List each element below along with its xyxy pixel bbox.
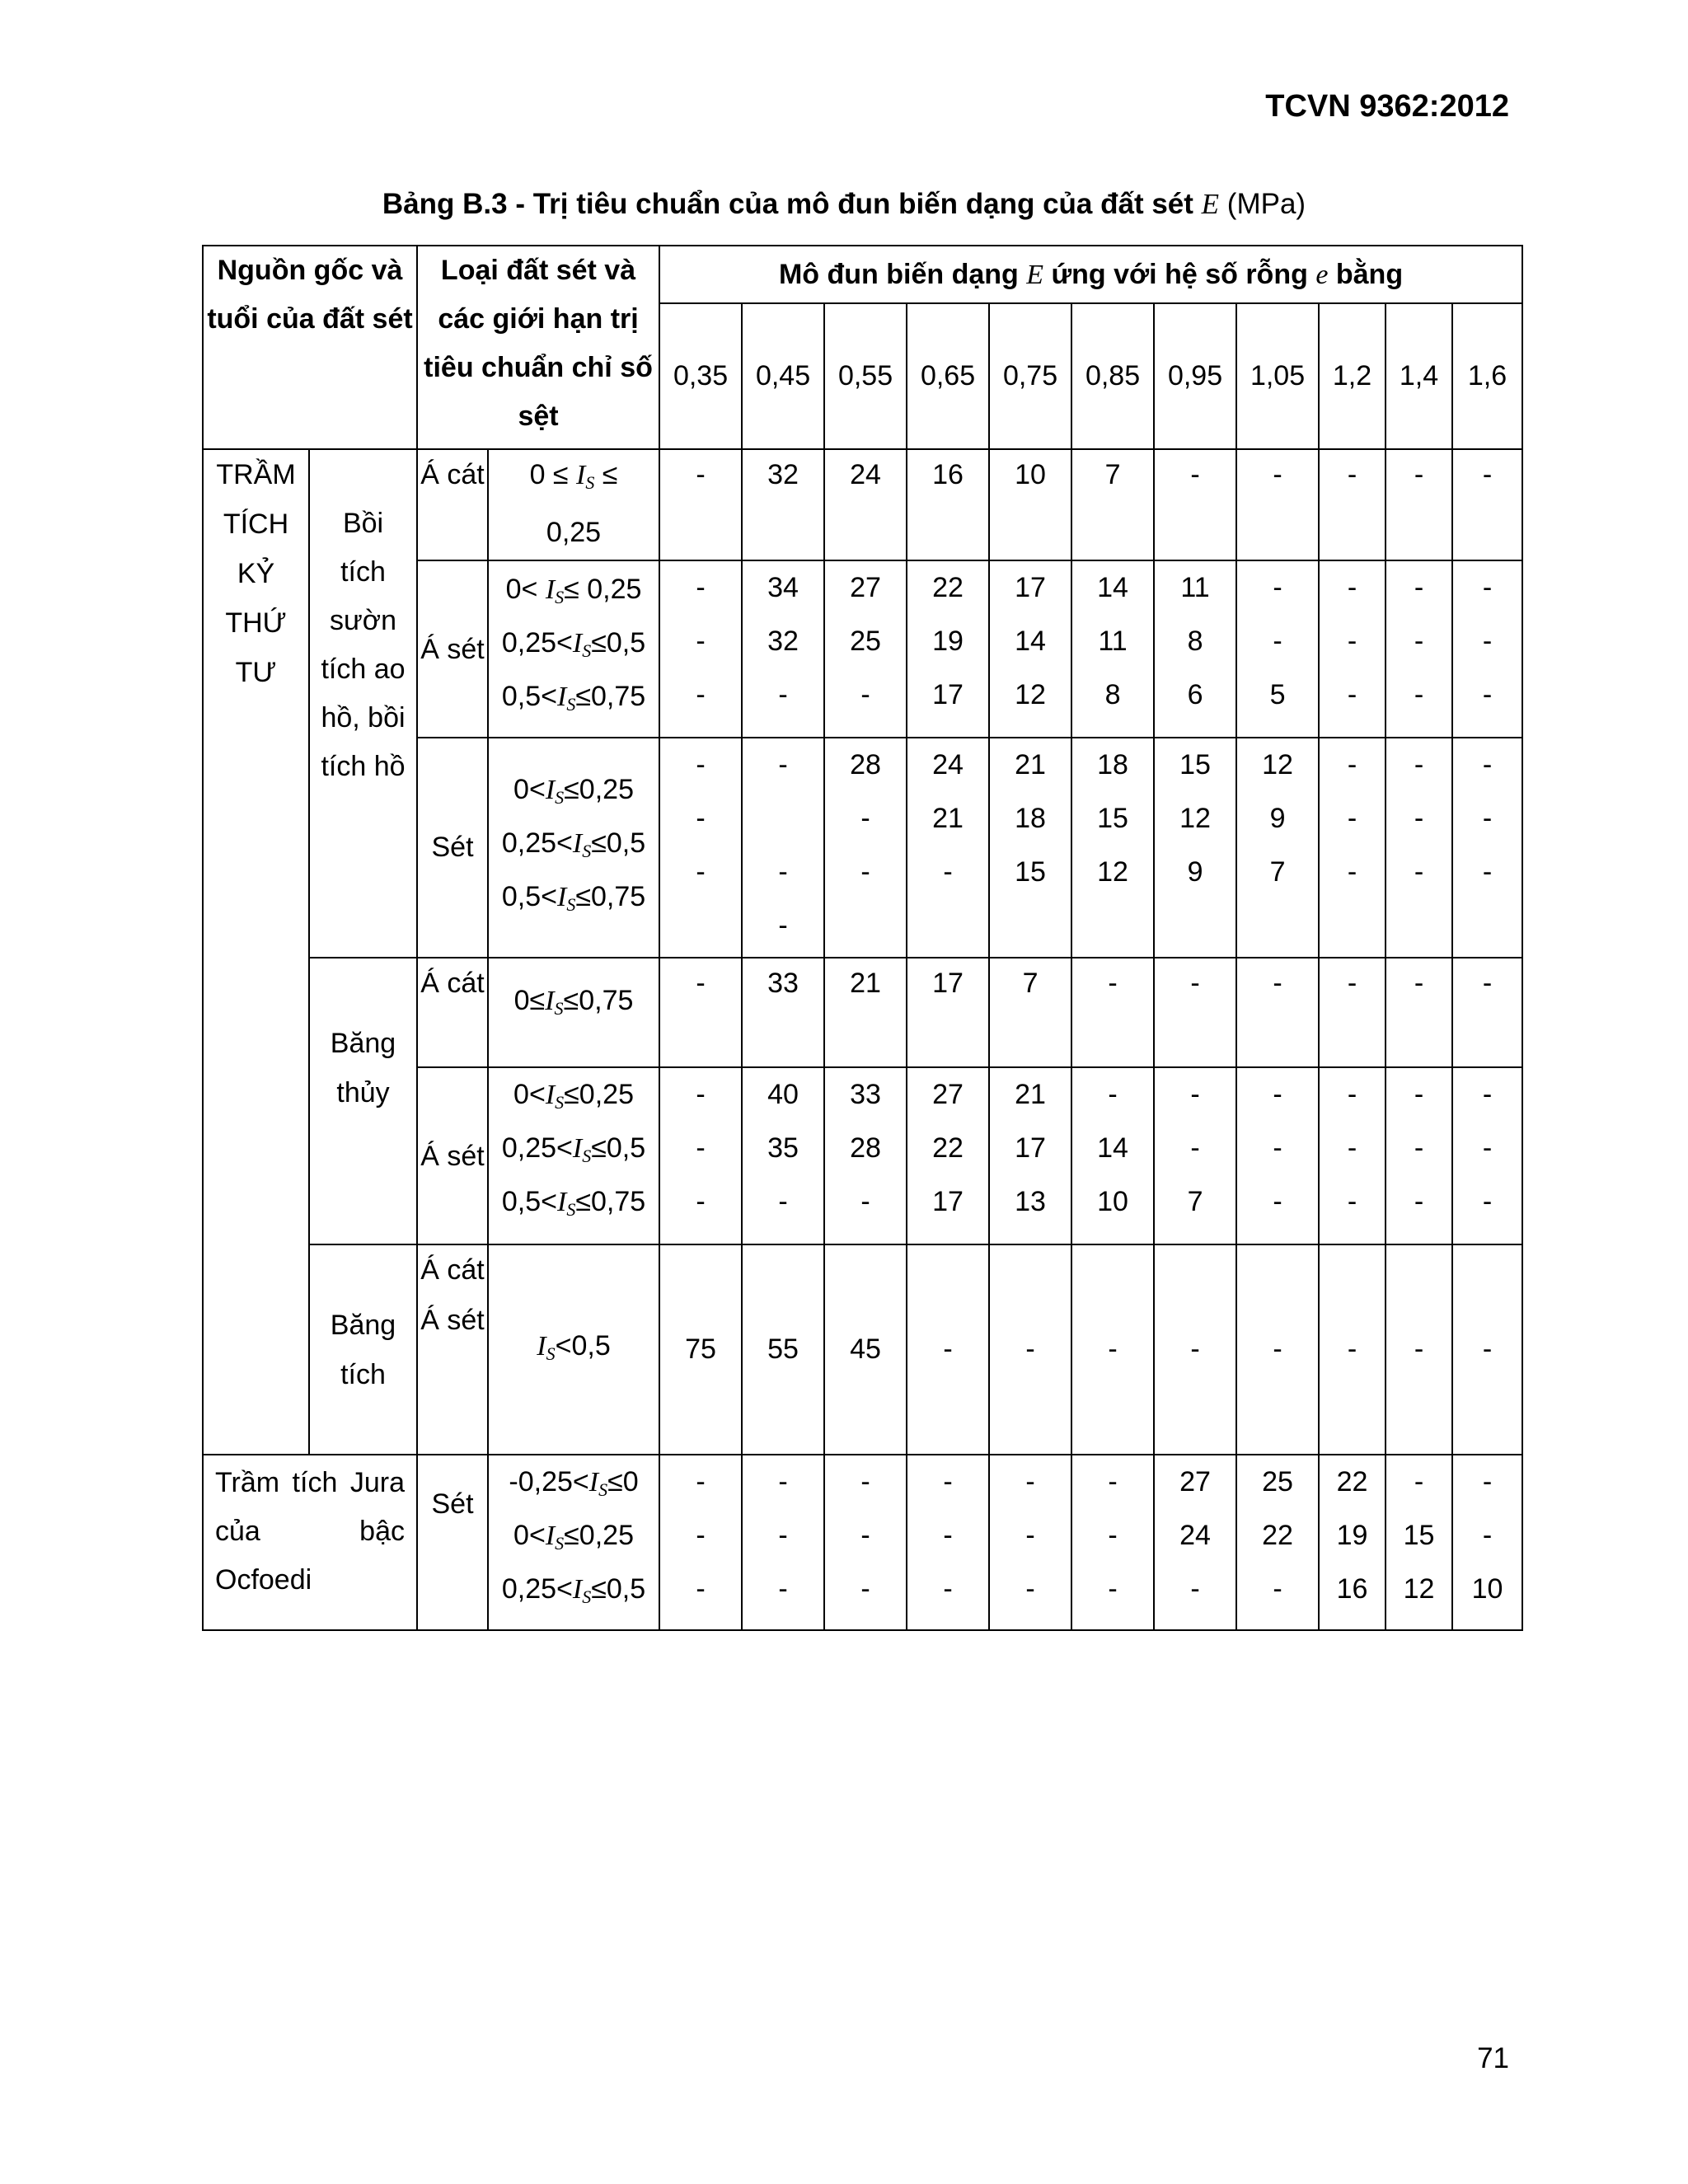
value-cell: - - - [659, 560, 742, 738]
is-range: $0,25<I_S\le 0,5$ [501, 827, 646, 861]
void-ratio: 0,65 [907, 303, 989, 449]
value-cell: - - - [1386, 1067, 1452, 1244]
void-ratio: 0,55 [824, 303, 907, 449]
void-ratio: 1,6 [1452, 303, 1522, 449]
table-row [203, 1244, 1522, 1455]
is-range: $0,25<I_S\le 0,5$ [501, 1573, 646, 1607]
value-cell: - [1236, 1244, 1319, 1455]
value-cell: - [1386, 449, 1452, 560]
value-cell: - - - [742, 738, 824, 958]
soil-type: Á cát [417, 449, 488, 560]
is-range: $-0,25<I_S\le 0$ [509, 1466, 639, 1500]
is-range-group [488, 738, 659, 958]
value-cell: - [1319, 958, 1386, 1067]
value-cell: 24 21 - [907, 738, 989, 958]
is-range: $0,25<I_S\le 0,5$ [501, 627, 646, 661]
is-range: $0< I_S\le 0,25$ [505, 574, 642, 607]
table-caption [0, 188, 1688, 221]
caption-unit: (MPa) [1226, 188, 1306, 220]
value-cell: - - - [1452, 1067, 1522, 1244]
value-cell: 14 11 8 [1071, 560, 1154, 738]
value-cell: 28 - - [824, 738, 907, 958]
table-row [203, 1455, 1522, 1630]
value-cell: 11 8 6 [1154, 560, 1236, 738]
soil-type: Á cát Á sét [417, 1244, 488, 1455]
table-row [203, 449, 1522, 560]
value-cell: 22 19 16 [1319, 1455, 1386, 1630]
value-cell: - - - [1071, 1455, 1154, 1630]
value-cell: - - - [824, 1455, 907, 1630]
value-cell: 17 [907, 958, 989, 1067]
value-cell: - [1319, 449, 1386, 560]
table-row [203, 958, 1522, 1067]
value-cell: - - 10 [1452, 1455, 1522, 1630]
value-cell: 15 12 9 [1154, 738, 1236, 958]
value-cell: - [1452, 449, 1522, 560]
is-range: $I_S<0,5$ [488, 1244, 659, 1455]
value-cell: - [1236, 449, 1319, 560]
value-cell: 27 22 17 [907, 1067, 989, 1244]
value-cell: 32 [742, 449, 824, 560]
void-ratio: 0,35 [659, 303, 742, 449]
value-cell: - [1154, 1244, 1236, 1455]
value-cell: 16 [907, 449, 989, 560]
void-ratio: 0,75 [989, 303, 1071, 449]
page-number: 71 [1477, 2042, 1509, 2074]
value-cell: - [1154, 958, 1236, 1067]
is-range: $0<I_S\le 0,25$ [513, 1520, 634, 1554]
value-cell: 22 19 17 [907, 560, 989, 738]
value-cell: - [989, 1244, 1071, 1455]
value-cell: 10 [989, 449, 1071, 560]
value-cell: - - - [907, 1455, 989, 1630]
is-range-group [488, 560, 659, 738]
value-cell: - [907, 1244, 989, 1455]
standard-code: TCVN 9362:2012 [1265, 89, 1509, 124]
value-cell: 21 18 15 [989, 738, 1071, 958]
header-type: Loại đất sét và các giới hạn trị tiêu chuẩn chỉ số sệt [417, 246, 659, 449]
value-cell: 24 [824, 449, 907, 560]
value-cell: - [659, 449, 742, 560]
origin-quaternary: TRẦM TÍCH KỶ THỨ TƯ [203, 449, 309, 1455]
value-cell: 17 14 12 [989, 560, 1071, 738]
soil-type: Sét [417, 1455, 488, 1630]
value-cell: - - 5 [1236, 560, 1319, 738]
value-cell: 33 28 - [824, 1067, 907, 1244]
value-cell: - - - [1319, 1067, 1386, 1244]
value-cell: 55 [742, 1244, 824, 1455]
value-cell: 7 [1071, 449, 1154, 560]
void-ratio: 0,95 [1154, 303, 1236, 449]
value-cell: 25 22 - [1236, 1455, 1319, 1630]
value-cell: - - - [659, 1067, 742, 1244]
header-origin: Nguồn gốc và tuổi của đất sét [203, 246, 417, 449]
void-ratio: 1,2 [1319, 303, 1386, 449]
value-cell: 21 [824, 958, 907, 1067]
value-cell: - - - [1452, 738, 1522, 958]
value-cell: 12 9 7 [1236, 738, 1319, 958]
value-cell: 27 24 - [1154, 1455, 1236, 1630]
value-cell: - 14 10 [1071, 1067, 1154, 1244]
soil-type: Á sét [417, 1067, 488, 1244]
is-range: $0<I_S\le 0,25$ [513, 1079, 634, 1113]
value-cell: - [1071, 958, 1154, 1067]
origin-alluvial: Bồi tích sườn tích ao hồ, bồi tích hồ [309, 449, 417, 958]
header-modulus: Mô đun biến dạng E ứng với hệ số rỗng e bằng [659, 246, 1522, 303]
is-range: $0\le I_S\le 0,75$ [488, 958, 659, 1067]
value-cell: - [659, 958, 742, 1067]
value-cell: - [1386, 958, 1452, 1067]
value-cell: 21 17 13 [989, 1067, 1071, 1244]
value-cell: - [1452, 1244, 1522, 1455]
value-cell: - [1452, 958, 1522, 1067]
is-range: $0,25<I_S\le 0,5$ [501, 1132, 646, 1166]
void-ratio: 1,05 [1236, 303, 1319, 449]
void-ratio: 1,4 [1386, 303, 1452, 449]
value-cell: - - - [1386, 560, 1452, 738]
is-range-group [488, 1455, 659, 1630]
is-range: $0,5<I_S\le 0,75$ [501, 681, 646, 715]
value-cell: - [1386, 1244, 1452, 1455]
value-cell: 45 [824, 1244, 907, 1455]
caption-symbol: E [1201, 188, 1220, 220]
value-cell: - [1071, 1244, 1154, 1455]
caption-text: Bảng B.3 - Trị tiêu chuẩn của mô đun biến dạng của đất sét [382, 188, 1193, 220]
value-cell: 75 [659, 1244, 742, 1455]
soil-type: Á cát [417, 958, 488, 1067]
value-cell: 34 32 - [742, 560, 824, 738]
modulus-table [202, 245, 1523, 1631]
is-range: $0,5<I_S\le 0,75$ [501, 1186, 646, 1220]
value-cell: 7 [989, 958, 1071, 1067]
value-cell: - [1319, 1244, 1386, 1455]
origin-jura: Trầm tích Jura của bậc Ocfoedi [203, 1455, 417, 1630]
value-cell: - - - [659, 738, 742, 958]
soil-type: Á sét [417, 560, 488, 738]
is-range: $0 \le I_S$ ≤ 0,25 [488, 449, 659, 560]
value-cell: 27 25 - [824, 560, 907, 738]
is-range: $0,5<I_S\le 0,75$ [501, 881, 646, 915]
value-cell: - [1236, 958, 1319, 1067]
value-cell: 18 15 12 [1071, 738, 1154, 958]
origin-glacial: Băng tích [309, 1244, 417, 1455]
origin-glacial-water: Băng thủy [309, 958, 417, 1244]
value-cell: - - - [1452, 560, 1522, 738]
value-cell: - - - [659, 1455, 742, 1630]
value-cell: - - - [1386, 738, 1452, 958]
value-cell: - - - [1319, 560, 1386, 738]
soil-type: Sét [417, 738, 488, 958]
value-cell: - - - [989, 1455, 1071, 1630]
value-cell: - - 7 [1154, 1067, 1236, 1244]
value-cell: 33 [742, 958, 824, 1067]
is-range-group [488, 1067, 659, 1244]
value-cell: - - - [1236, 1067, 1319, 1244]
value-cell: - 15 12 [1386, 1455, 1452, 1630]
void-ratio: 0,45 [742, 303, 824, 449]
value-cell: - - - [1319, 738, 1386, 958]
is-range: $0<I_S\le 0,25$ [513, 774, 634, 808]
value-cell: 40 35 - [742, 1067, 824, 1244]
value-cell: - [1154, 449, 1236, 560]
value-cell: - - - [742, 1455, 824, 1630]
void-ratio: 0,85 [1071, 303, 1154, 449]
